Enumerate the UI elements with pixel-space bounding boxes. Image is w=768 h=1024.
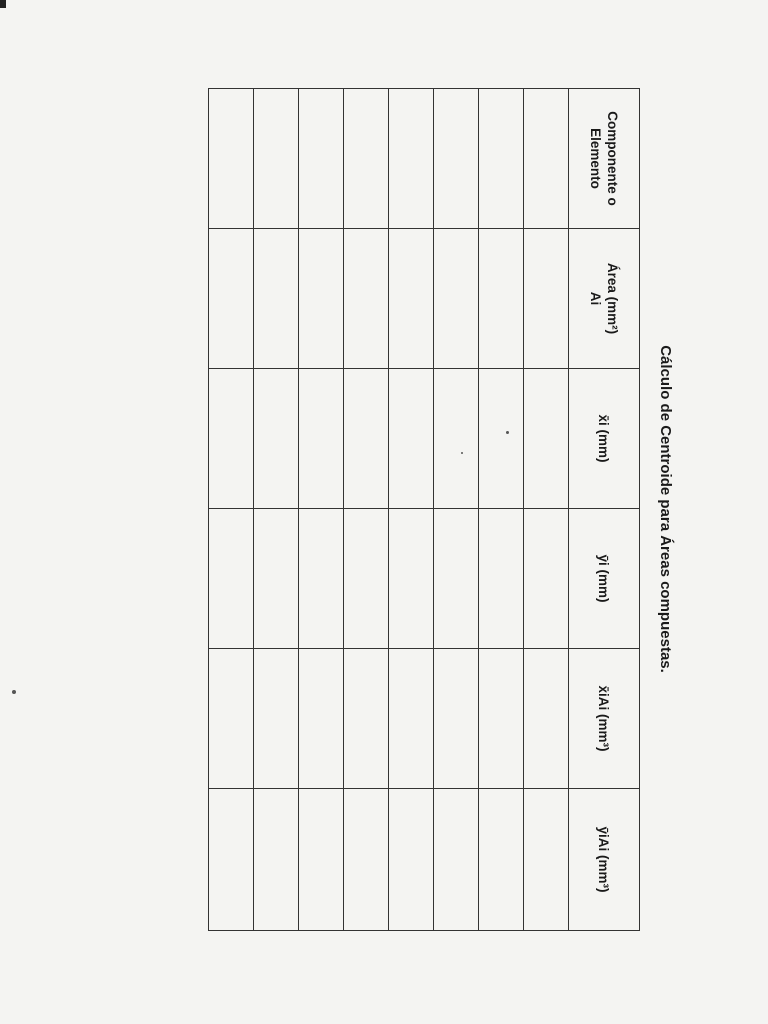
- centroid-table: [208, 88, 640, 931]
- table-cell: [299, 789, 344, 931]
- table-cell: [344, 369, 389, 509]
- table-cell: [389, 649, 434, 789]
- header-xi: [569, 369, 640, 509]
- table-cell: [524, 509, 569, 649]
- table-cell: [299, 229, 344, 369]
- table-cell: [524, 649, 569, 789]
- table-cell: [299, 649, 344, 789]
- scan-speck: [12, 690, 16, 694]
- table-row: [434, 89, 479, 931]
- table-cell: [524, 229, 569, 369]
- header-area: [569, 229, 640, 369]
- table-cell: [209, 509, 254, 649]
- table-row: [299, 89, 344, 931]
- header-line: Ai: [588, 291, 603, 306]
- table-cell: [254, 649, 299, 789]
- table-cell: [479, 789, 524, 931]
- header-line: Área (mm²): [605, 262, 620, 335]
- header-yi: [569, 509, 640, 649]
- table-cell: [389, 509, 434, 649]
- table-cell: [524, 369, 569, 509]
- table-cell: [209, 229, 254, 369]
- table-cell: [479, 89, 524, 229]
- table-cell: [254, 89, 299, 229]
- table-cell: [434, 89, 479, 229]
- table-cell: [479, 509, 524, 649]
- table-cell: [344, 789, 389, 931]
- table-row: [524, 89, 569, 931]
- header-xiai: [569, 649, 640, 789]
- table-cell: [434, 229, 479, 369]
- table-cell: [254, 509, 299, 649]
- table-cell: [389, 229, 434, 369]
- table-row: [209, 89, 254, 931]
- header-line: Elemento: [588, 128, 603, 189]
- table-row: [389, 89, 434, 931]
- header-line: ȳi (mm): [596, 554, 612, 603]
- form-title: Cálculo de Centroide para Áreas compuestas.: [657, 345, 674, 673]
- header-line: x̄iAi (mm³): [596, 685, 612, 752]
- table-cell: [209, 369, 254, 509]
- table-cell: [524, 789, 569, 931]
- table-cell: [344, 89, 389, 229]
- table-cell: [389, 89, 434, 229]
- table-cell: [254, 789, 299, 931]
- header-line: x̄i (mm): [596, 414, 612, 463]
- table-cell: [254, 369, 299, 509]
- table-cell: [209, 89, 254, 229]
- header-line: Componente o: [605, 111, 620, 206]
- table-cell: [434, 649, 479, 789]
- table-cell: [479, 649, 524, 789]
- table-cell: [434, 789, 479, 931]
- table-cell: [434, 509, 479, 649]
- header-line: ȳiAi (mm³): [596, 826, 612, 893]
- table-cell: [344, 509, 389, 649]
- table-cell: [254, 229, 299, 369]
- scan-corner-mark: [0, 0, 6, 8]
- table-cell: [299, 89, 344, 229]
- table-header-row: [569, 89, 640, 931]
- table-cell: [389, 789, 434, 931]
- table-row: [254, 89, 299, 931]
- table-cell: [209, 789, 254, 931]
- table-cell: [299, 369, 344, 509]
- table-cell: [209, 649, 254, 789]
- table-cell: [434, 369, 479, 509]
- table-cell: [479, 369, 524, 509]
- rotated-form: [208, 88, 680, 930]
- table-cell: [299, 509, 344, 649]
- table-cell: [344, 649, 389, 789]
- table-body: [209, 89, 569, 931]
- table-row: [479, 89, 524, 931]
- table-cell: [344, 229, 389, 369]
- header-componente: [569, 89, 640, 229]
- table-cell: [479, 229, 524, 369]
- header-yiai: [569, 789, 640, 931]
- table-row: [344, 89, 389, 931]
- table-cell: [524, 89, 569, 229]
- table-cell: [389, 369, 434, 509]
